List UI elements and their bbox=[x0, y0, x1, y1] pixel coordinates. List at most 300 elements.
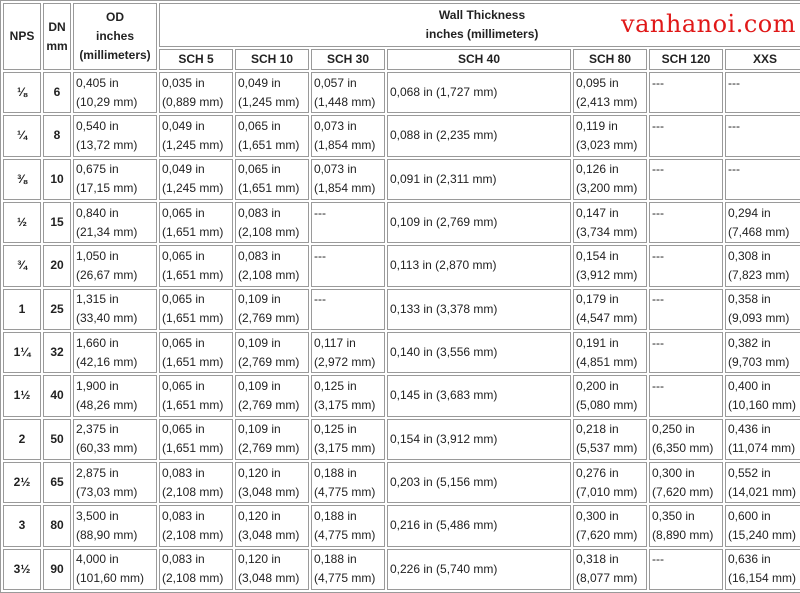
cell-sch80 bbox=[573, 202, 647, 243]
cell-sch120-line1: --- bbox=[652, 162, 664, 177]
cell-sch30-line1: 0,188 in bbox=[314, 552, 357, 567]
cell-sch10 bbox=[235, 549, 309, 590]
cell-sch10 bbox=[235, 375, 309, 416]
cell-sch80-line1: 0,218 in bbox=[576, 422, 619, 437]
cell-sch120 bbox=[649, 72, 723, 113]
cell-sch10-line1: 0,120 in bbox=[238, 552, 281, 567]
cell-xxs-line1: 0,358 in bbox=[728, 292, 771, 307]
cell-xxs-line2: (15,240 mm) bbox=[728, 527, 797, 542]
cell-sch30-line1: 0,073 in bbox=[314, 118, 357, 133]
cell-sch120-line2 bbox=[652, 569, 720, 588]
cell-sch30-line1: 0,188 in bbox=[314, 465, 357, 480]
cell-sch5-line1: 0,035 in bbox=[162, 75, 205, 90]
header-dn-line1: DN bbox=[48, 19, 66, 34]
cell-sch120 bbox=[649, 462, 723, 503]
cell-sch30 bbox=[311, 332, 385, 373]
cell-sch120-line2 bbox=[652, 223, 720, 242]
cell-sch120 bbox=[649, 245, 723, 286]
cell-sch120-line1: 0,300 in bbox=[652, 465, 695, 480]
cell-xxs-line2: (14,021 mm) bbox=[728, 484, 797, 499]
cell-sch40: 0,154 in (3,912 mm) bbox=[387, 419, 571, 460]
cell-sch120 bbox=[649, 505, 723, 546]
cell-od bbox=[73, 505, 157, 546]
cell-sch10-line1: 0,065 in bbox=[238, 162, 281, 177]
cell-sch120-line2 bbox=[652, 179, 720, 198]
table-row bbox=[3, 245, 800, 286]
cell-nps: 1¼ bbox=[3, 332, 41, 373]
cell-sch5 bbox=[159, 462, 233, 503]
cell-od bbox=[73, 245, 157, 286]
cell-sch10 bbox=[235, 332, 309, 373]
cell-sch30-line2 bbox=[314, 309, 382, 328]
cell-sch5-line2: (1,651 mm) bbox=[162, 441, 224, 456]
cell-od-line2: (10,29 mm) bbox=[76, 94, 138, 109]
header-nps: NPS bbox=[3, 3, 41, 70]
cell-sch80-line1: 0,276 in bbox=[576, 465, 619, 480]
cell-sch5 bbox=[159, 419, 233, 460]
cell-sch120 bbox=[649, 549, 723, 590]
cell-sch80-line2: (5,080 mm) bbox=[576, 397, 638, 412]
cell-od-line2: (13,72 mm) bbox=[76, 137, 138, 152]
cell-nps: 2½ bbox=[3, 462, 41, 503]
cell-sch120-line1: --- bbox=[652, 248, 664, 263]
cell-sch5 bbox=[159, 505, 233, 546]
cell-od-line2: (73,03 mm) bbox=[76, 484, 138, 499]
cell-sch10-line1: 0,120 in bbox=[238, 465, 281, 480]
cell-nps: 3 bbox=[3, 505, 41, 546]
cell-sch10-line2: (2,108 mm) bbox=[238, 224, 300, 239]
cell-xxs bbox=[725, 202, 800, 243]
cell-sch5 bbox=[159, 375, 233, 416]
table-row bbox=[3, 159, 800, 200]
header-od-line2: inches bbox=[95, 29, 134, 43]
cell-sch5-line1: 0,049 in bbox=[162, 162, 205, 177]
cell-dn: 25 bbox=[43, 289, 71, 330]
cell-sch80-line2: (3,023 mm) bbox=[576, 137, 638, 152]
cell-xxs-line1: 0,400 in bbox=[728, 378, 771, 393]
cell-sch10 bbox=[235, 419, 309, 460]
header-dn-line2: mm bbox=[46, 38, 68, 53]
cell-sch120-line2 bbox=[652, 396, 720, 415]
cell-sch120-line1: --- bbox=[652, 378, 664, 393]
cell-sch5 bbox=[159, 245, 233, 286]
cell-xxs-line1: 0,636 in bbox=[728, 552, 771, 567]
cell-sch10-line1: 0,109 in bbox=[238, 292, 281, 307]
cell-sch10 bbox=[235, 202, 309, 243]
cell-sch5 bbox=[159, 549, 233, 590]
cell-od-line2: (33,40 mm) bbox=[76, 311, 138, 326]
table-row bbox=[3, 462, 800, 503]
cell-xxs-line2: (7,823 mm) bbox=[728, 267, 790, 282]
cell-sch80 bbox=[573, 505, 647, 546]
cell-xxs bbox=[725, 549, 800, 590]
cell-sch40: 0,203 in (5,156 mm) bbox=[387, 462, 571, 503]
cell-xxs-line2 bbox=[728, 136, 800, 155]
cell-sch80-line1: 0,179 in bbox=[576, 292, 619, 307]
cell-xxs bbox=[725, 462, 800, 503]
cell-xxs bbox=[725, 115, 800, 156]
cell-od-line1: 3,500 in bbox=[76, 508, 119, 523]
cell-od-line2: (21,34 mm) bbox=[76, 224, 138, 239]
cell-sch40: 0,088 in (2,235 mm) bbox=[387, 115, 571, 156]
cell-dn: 90 bbox=[43, 549, 71, 590]
cell-dn: 8 bbox=[43, 115, 71, 156]
cell-od-line1: 0,540 in bbox=[76, 118, 119, 133]
cell-sch80 bbox=[573, 159, 647, 200]
cell-sch5-line1: 0,065 in bbox=[162, 378, 205, 393]
cell-sch80-line1: 0,154 in bbox=[576, 248, 619, 263]
cell-od-line2: (48,26 mm) bbox=[76, 397, 138, 412]
cell-sch5-line2: (2,108 mm) bbox=[162, 527, 224, 542]
cell-sch5 bbox=[159, 202, 233, 243]
cell-sch5-line1: 0,049 in bbox=[162, 118, 205, 133]
cell-sch80-line1: 0,095 in bbox=[576, 75, 619, 90]
cell-od-line1: 1,315 in bbox=[76, 292, 119, 307]
cell-sch5-line1: 0,065 in bbox=[162, 205, 205, 220]
cell-xxs-line1: --- bbox=[728, 75, 740, 90]
cell-xxs-line1: 0,552 in bbox=[728, 465, 771, 480]
cell-od bbox=[73, 419, 157, 460]
cell-sch10-line1: 0,109 in bbox=[238, 335, 281, 350]
header-wall-line2: inches (millimeters) bbox=[425, 27, 539, 41]
cell-sch10-line1: 0,109 in bbox=[238, 378, 281, 393]
cell-sch80 bbox=[573, 332, 647, 373]
cell-sch30 bbox=[311, 202, 385, 243]
cell-sch80-line2: (8,077 mm) bbox=[576, 571, 638, 586]
cell-sch5-line1: 0,083 in bbox=[162, 508, 205, 523]
table-body bbox=[3, 72, 800, 590]
header-sch40: SCH 40 bbox=[387, 49, 571, 70]
cell-sch120-line2: (7,620 mm) bbox=[652, 484, 714, 499]
cell-sch30-line2: (1,854 mm) bbox=[314, 137, 376, 152]
cell-od-line2: (101,60 mm) bbox=[76, 571, 145, 586]
cell-sch80 bbox=[573, 375, 647, 416]
cell-sch10-line2: (1,651 mm) bbox=[238, 181, 300, 196]
table-row bbox=[3, 419, 800, 460]
cell-od-line1: 0,840 in bbox=[76, 205, 119, 220]
cell-sch10-line2: (2,769 mm) bbox=[238, 311, 300, 326]
cell-sch5-line2: (2,108 mm) bbox=[162, 484, 224, 499]
cell-sch80-line2: (4,851 mm) bbox=[576, 354, 638, 369]
cell-sch30-line1: 0,057 in bbox=[314, 75, 357, 90]
cell-sch30-line1: --- bbox=[314, 205, 326, 220]
cell-sch10-line2: (2,769 mm) bbox=[238, 441, 300, 456]
cell-sch5-line1: 0,083 in bbox=[162, 552, 205, 567]
cell-sch10 bbox=[235, 72, 309, 113]
table-row bbox=[3, 289, 800, 330]
cell-sch120-line1: --- bbox=[652, 292, 664, 307]
cell-dn: 40 bbox=[43, 375, 71, 416]
cell-sch120-line2 bbox=[652, 93, 720, 112]
cell-sch120-line1: --- bbox=[652, 118, 664, 133]
cell-sch10-line1: 0,083 in bbox=[238, 248, 281, 263]
cell-sch120 bbox=[649, 289, 723, 330]
cell-nps: ¾ bbox=[3, 245, 41, 286]
cell-od-line2: (60,33 mm) bbox=[76, 441, 138, 456]
cell-od bbox=[73, 159, 157, 200]
cell-sch30 bbox=[311, 462, 385, 503]
cell-od bbox=[73, 375, 157, 416]
cell-sch10 bbox=[235, 505, 309, 546]
cell-nps: 1 bbox=[3, 289, 41, 330]
table-row bbox=[3, 505, 800, 546]
cell-sch40: 0,113 in (2,870 mm) bbox=[387, 245, 571, 286]
cell-sch10-line2: (3,048 mm) bbox=[238, 527, 300, 542]
cell-sch30-line2 bbox=[314, 223, 382, 242]
cell-sch5-line1: 0,065 in bbox=[162, 422, 205, 437]
cell-sch40: 0,226 in (5,740 mm) bbox=[387, 549, 571, 590]
cell-sch80 bbox=[573, 549, 647, 590]
cell-sch5-line2: (1,651 mm) bbox=[162, 354, 224, 369]
cell-sch80-line2: (2,413 mm) bbox=[576, 94, 638, 109]
cell-sch5-line2: (1,651 mm) bbox=[162, 267, 224, 282]
cell-xxs-line2: (16,154 mm) bbox=[728, 571, 797, 586]
cell-dn: 6 bbox=[43, 72, 71, 113]
cell-od bbox=[73, 289, 157, 330]
cell-sch5-line2: (1,651 mm) bbox=[162, 311, 224, 326]
table-row bbox=[3, 332, 800, 373]
cell-sch30 bbox=[311, 245, 385, 286]
cell-xxs-line1: 0,436 in bbox=[728, 422, 771, 437]
cell-sch10 bbox=[235, 245, 309, 286]
cell-sch120-line2 bbox=[652, 136, 720, 155]
cell-sch10-line2: (2,769 mm) bbox=[238, 397, 300, 412]
cell-od-line1: 1,660 in bbox=[76, 335, 119, 350]
header-sch5: SCH 5 bbox=[159, 49, 233, 70]
cell-sch30-line1: 0,188 in bbox=[314, 508, 357, 523]
cell-xxs bbox=[725, 289, 800, 330]
cell-sch10-line1: 0,109 in bbox=[238, 422, 281, 437]
cell-od bbox=[73, 115, 157, 156]
cell-sch80 bbox=[573, 72, 647, 113]
cell-sch80-line1: 0,119 in bbox=[576, 118, 618, 133]
header-sch120: SCH 120 bbox=[649, 49, 723, 70]
cell-sch120-line2 bbox=[652, 309, 720, 328]
cell-sch120-line1: --- bbox=[652, 552, 664, 567]
cell-xxs-line2: (10,160 mm) bbox=[728, 397, 797, 412]
cell-sch120-line2 bbox=[652, 266, 720, 285]
header-sch80: SCH 80 bbox=[573, 49, 647, 70]
cell-sch80 bbox=[573, 419, 647, 460]
header-xxs: XXS bbox=[725, 49, 800, 70]
cell-sch30 bbox=[311, 159, 385, 200]
cell-sch30-line2: (4,775 mm) bbox=[314, 571, 376, 586]
cell-xxs-line2: (11,074 mm) bbox=[728, 441, 796, 456]
cell-od-line1: 1,900 in bbox=[76, 378, 119, 393]
cell-sch10-line2: (3,048 mm) bbox=[238, 571, 300, 586]
cell-dn: 50 bbox=[43, 419, 71, 460]
header-sch30: SCH 30 bbox=[311, 49, 385, 70]
cell-sch5 bbox=[159, 289, 233, 330]
cell-sch30 bbox=[311, 419, 385, 460]
cell-od-line1: 0,405 in bbox=[76, 75, 119, 90]
cell-sch5-line2: (1,245 mm) bbox=[162, 181, 224, 196]
cell-sch120 bbox=[649, 419, 723, 460]
cell-sch10-line1: 0,083 in bbox=[238, 205, 281, 220]
cell-xxs-line1: 0,382 in bbox=[728, 335, 771, 350]
header-od bbox=[73, 3, 157, 70]
cell-sch80 bbox=[573, 462, 647, 503]
cell-sch30-line2: (4,775 mm) bbox=[314, 484, 376, 499]
cell-sch120 bbox=[649, 375, 723, 416]
cell-sch30 bbox=[311, 72, 385, 113]
cell-sch120-line1: 0,250 in bbox=[652, 422, 695, 437]
cell-dn: 20 bbox=[43, 245, 71, 286]
table-row bbox=[3, 202, 800, 243]
cell-sch120 bbox=[649, 332, 723, 373]
cell-sch80-line1: 0,318 in bbox=[576, 552, 619, 567]
cell-sch5-line1: 0,065 in bbox=[162, 248, 205, 263]
cell-sch80-line1: 0,126 in bbox=[576, 162, 619, 177]
cell-od bbox=[73, 549, 157, 590]
cell-sch5-line1: 0,065 in bbox=[162, 292, 205, 307]
cell-sch5-line2: (1,245 mm) bbox=[162, 137, 224, 152]
cell-sch40: 0,216 in (5,486 mm) bbox=[387, 505, 571, 546]
cell-nps: 1½ bbox=[3, 375, 41, 416]
cell-dn: 65 bbox=[43, 462, 71, 503]
cell-xxs-line2: (9,093 mm) bbox=[728, 311, 790, 326]
cell-xxs-line1: 0,600 in bbox=[728, 508, 771, 523]
cell-sch10 bbox=[235, 115, 309, 156]
cell-od-line2: (42,16 mm) bbox=[76, 354, 138, 369]
header-od-line1: OD bbox=[106, 10, 124, 24]
cell-sch5-line1: 0,065 in bbox=[162, 335, 205, 350]
cell-dn: 10 bbox=[43, 159, 71, 200]
cell-od bbox=[73, 72, 157, 113]
cell-sch30 bbox=[311, 289, 385, 330]
cell-od-line2: (26,67 mm) bbox=[76, 267, 138, 282]
cell-nps: 2 bbox=[3, 419, 41, 460]
cell-sch120 bbox=[649, 202, 723, 243]
cell-sch30-line1: --- bbox=[314, 292, 326, 307]
cell-sch30-line2: (1,854 mm) bbox=[314, 181, 376, 196]
cell-sch10 bbox=[235, 462, 309, 503]
cell-sch5 bbox=[159, 159, 233, 200]
cell-xxs bbox=[725, 375, 800, 416]
cell-sch80-line2: (3,200 mm) bbox=[576, 181, 638, 196]
cell-sch120-line1: --- bbox=[652, 205, 664, 220]
cell-sch80-line1: 0,191 in bbox=[576, 335, 619, 350]
cell-xxs-line2: (9,703 mm) bbox=[728, 354, 790, 369]
cell-sch10-line2: (1,651 mm) bbox=[238, 137, 300, 152]
cell-sch80-line1: 0,200 in bbox=[576, 378, 619, 393]
cell-sch30-line2: (2,972 mm) bbox=[314, 354, 376, 369]
cell-nps: ¼ bbox=[3, 115, 41, 156]
cell-sch80-line2: (5,537 mm) bbox=[576, 441, 638, 456]
cell-sch5-line2: (2,108 mm) bbox=[162, 571, 224, 586]
cell-sch10-line1: 0,120 in bbox=[238, 508, 281, 523]
cell-od bbox=[73, 202, 157, 243]
cell-nps: ½ bbox=[3, 202, 41, 243]
table-row bbox=[3, 115, 800, 156]
header-wall-line1: Wall Thickness bbox=[438, 8, 526, 22]
cell-sch80 bbox=[573, 245, 647, 286]
cell-sch40: 0,133 in (3,378 mm) bbox=[387, 289, 571, 330]
cell-od-line2: (17,15 mm) bbox=[76, 181, 138, 196]
cell-sch80-line2: (7,010 mm) bbox=[576, 484, 638, 499]
cell-sch30-line1: 0,125 in bbox=[314, 378, 357, 393]
cell-sch120 bbox=[649, 115, 723, 156]
cell-xxs-line2 bbox=[728, 179, 800, 198]
header-dn bbox=[43, 3, 71, 70]
cell-od-line1: 0,675 in bbox=[76, 162, 119, 177]
cell-sch10-line2: (3,048 mm) bbox=[238, 484, 300, 499]
header-sch10: SCH 10 bbox=[235, 49, 309, 70]
cell-sch120-line2: (8,890 mm) bbox=[652, 527, 714, 542]
header-od-line3: (millimeters) bbox=[79, 48, 151, 62]
cell-sch30-line1: 0,125 in bbox=[314, 422, 357, 437]
cell-xxs bbox=[725, 72, 800, 113]
cell-sch40: 0,091 in (2,311 mm) bbox=[387, 159, 571, 200]
cell-sch80-line2: (3,734 mm) bbox=[576, 224, 638, 239]
cell-sch80-line1: 0,300 in bbox=[576, 508, 619, 523]
cell-sch120-line1: --- bbox=[652, 75, 664, 90]
table-row bbox=[3, 72, 800, 113]
cell-sch10-line1: 0,065 in bbox=[238, 118, 281, 133]
cell-sch5-line1: 0,083 in bbox=[162, 465, 205, 480]
cell-sch30-line1: --- bbox=[314, 248, 326, 263]
cell-sch5 bbox=[159, 332, 233, 373]
cell-xxs-line1: 0,294 in bbox=[728, 205, 771, 220]
cell-sch80 bbox=[573, 289, 647, 330]
cell-od-line2: (88,90 mm) bbox=[76, 527, 138, 542]
cell-dn: 15 bbox=[43, 202, 71, 243]
cell-xxs-line2: (7,468 mm) bbox=[728, 224, 790, 239]
cell-xxs bbox=[725, 505, 800, 546]
cell-sch5 bbox=[159, 72, 233, 113]
cell-sch30 bbox=[311, 375, 385, 416]
cell-sch120-line2 bbox=[652, 353, 720, 372]
cell-dn: 80 bbox=[43, 505, 71, 546]
cell-dn: 32 bbox=[43, 332, 71, 373]
cell-od bbox=[73, 462, 157, 503]
cell-sch30-line2: (3,175 mm) bbox=[314, 397, 376, 412]
cell-xxs-line2 bbox=[728, 93, 800, 112]
cell-xxs bbox=[725, 159, 800, 200]
cell-sch30-line2: (3,175 mm) bbox=[314, 441, 376, 456]
cell-sch30-line2 bbox=[314, 266, 382, 285]
cell-sch40: 0,068 in (1,727 mm) bbox=[387, 72, 571, 113]
cell-sch30 bbox=[311, 549, 385, 590]
cell-sch5-line2: (0,889 mm) bbox=[162, 94, 224, 109]
cell-xxs-line1: 0,308 in bbox=[728, 248, 771, 263]
cell-sch80-line1: 0,147 in bbox=[576, 205, 619, 220]
cell-sch40: 0,145 in (3,683 mm) bbox=[387, 375, 571, 416]
cell-od-line1: 4,000 in bbox=[76, 552, 119, 567]
table-row bbox=[3, 375, 800, 416]
cell-nps: ⅛ bbox=[3, 72, 41, 113]
cell-sch10-line2: (1,245 mm) bbox=[238, 94, 300, 109]
cell-sch30 bbox=[311, 505, 385, 546]
cell-sch5 bbox=[159, 115, 233, 156]
cell-sch30-line2: (1,448 mm) bbox=[314, 94, 376, 109]
cell-sch10 bbox=[235, 159, 309, 200]
cell-sch30-line1: 0,073 in bbox=[314, 162, 357, 177]
cell-nps: 3½ bbox=[3, 549, 41, 590]
cell-sch5-line2: (1,651 mm) bbox=[162, 224, 224, 239]
cell-sch10-line2: (2,108 mm) bbox=[238, 267, 300, 282]
cell-sch10-line1: 0,049 in bbox=[238, 75, 281, 90]
cell-sch5-line2: (1,651 mm) bbox=[162, 397, 224, 412]
cell-sch10-line2: (2,769 mm) bbox=[238, 354, 300, 369]
cell-sch80-line2: (3,912 mm) bbox=[576, 267, 638, 282]
cell-od-line1: 1,050 in bbox=[76, 248, 119, 263]
cell-sch30 bbox=[311, 115, 385, 156]
cell-xxs-line1: --- bbox=[728, 162, 740, 177]
cell-xxs-line1: --- bbox=[728, 118, 740, 133]
cell-xxs bbox=[725, 245, 800, 286]
cell-sch10 bbox=[235, 289, 309, 330]
